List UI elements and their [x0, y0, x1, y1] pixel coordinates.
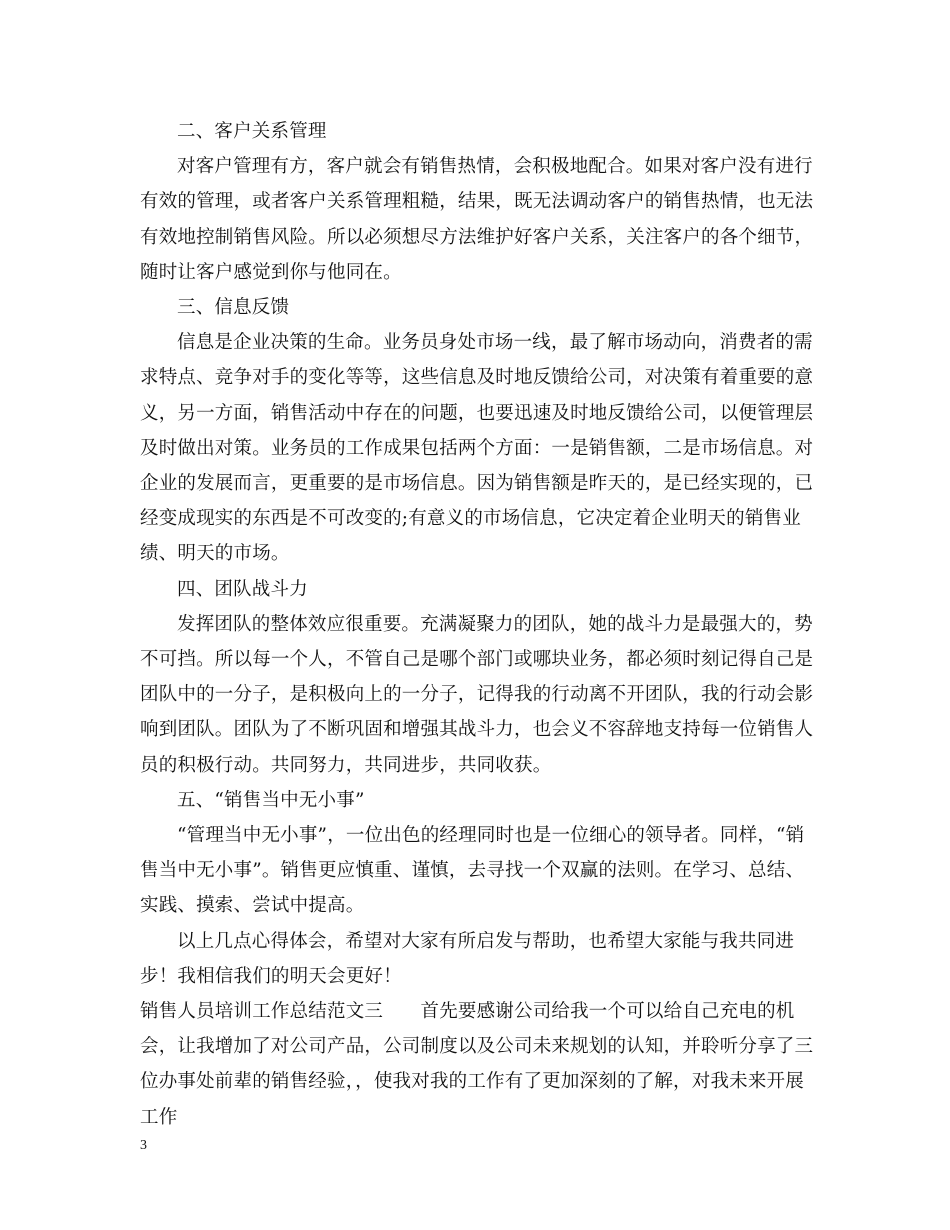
closing-paragraph: 以上几点心得体会，希望对大家有所启发与帮助，也希望大家能与我共同进步！我相信我们的明天会更好！	[140, 930, 795, 987]
section-body-customer-relations: 对客户管理有方，客户就会有销售热情，会积极地配合。如果对客户没有进行有效的管理，或者客户关系管理粗糙，结果，既无法调动客户的销售热情，也无法有效地控制销售风险。所以必须想尽方法维护好客户关系，关注客户的各个细节，随时让客户感觉到你与他同在。	[140, 156, 814, 283]
next-section-paragraph: 销售人员培训工作总结范文三 首先要感谢公司给我一个可以给自己充电的机会，让我增加了对公司产品，公司制度以及公司未来规划的认知，并聆听分享了三位办事处前辈的销售经验，，使我对我的工作有了更加深刻的了解，对我未来开展工作	[140, 1001, 814, 1128]
document-body	[140, 114, 820, 1135]
section-heading-no-small-matters: 五、“销售当中无小事”	[177, 789, 365, 811]
section-heading-info-feedback: 三、信息反馈	[177, 297, 290, 319]
section-body-team-strength: 发挥团队的整体效应很重要。充满凝聚力的团队，她的战斗力是最强大的，势不可挡。所以每一个人，不管自己是哪个部门或哪块业务，都必须时刻记得自己是团队中的一分子，是积极向上的一分子，记得我的行动离不开团队，我的行动会影响到团队。团队为了不断巩固和增强其战斗力，也会义不容辞地支持每一位销售人员的积极行动。共同努力，共同进步，共同收获。	[140, 613, 814, 776]
section-body-info-feedback: 信息是企业决策的生命。业务员身处市场一线，最了解市场动向，消费者的需求特点、竞争对手的变化等等，这些信息及时地反馈给公司，对决策有着重要的意义，另一方面，销售活动中存在的问题，也要迅速及时地反馈给公司，以便管理层及时做出对策。业务员的工作成果包括两个方面：一是销售额，二是市场信息。对企业的发展而言，更重要的是市场信息。因为销售额是昨天的，是已经实现的，已经变成现实的东西是不可改变的;有意义的市场信息，它决定着企业明天的销售业绩、明天的市场。	[140, 332, 814, 565]
section-body-no-small-matters: “管理当中无小事”，一位出色的经理同时也是一位细心的领导者。同样，“销售当中无小事”。销售更应慎重、谨慎，去寻找一个双赢的法则。在学习、总结、实践、摸索、尝试中提高。	[140, 825, 805, 917]
section-heading-customer-relations: 二、客户关系管理	[177, 121, 327, 142]
section-heading-team-strength: 四、团队战斗力	[177, 578, 308, 600]
page-number: 3	[140, 1138, 147, 1153]
